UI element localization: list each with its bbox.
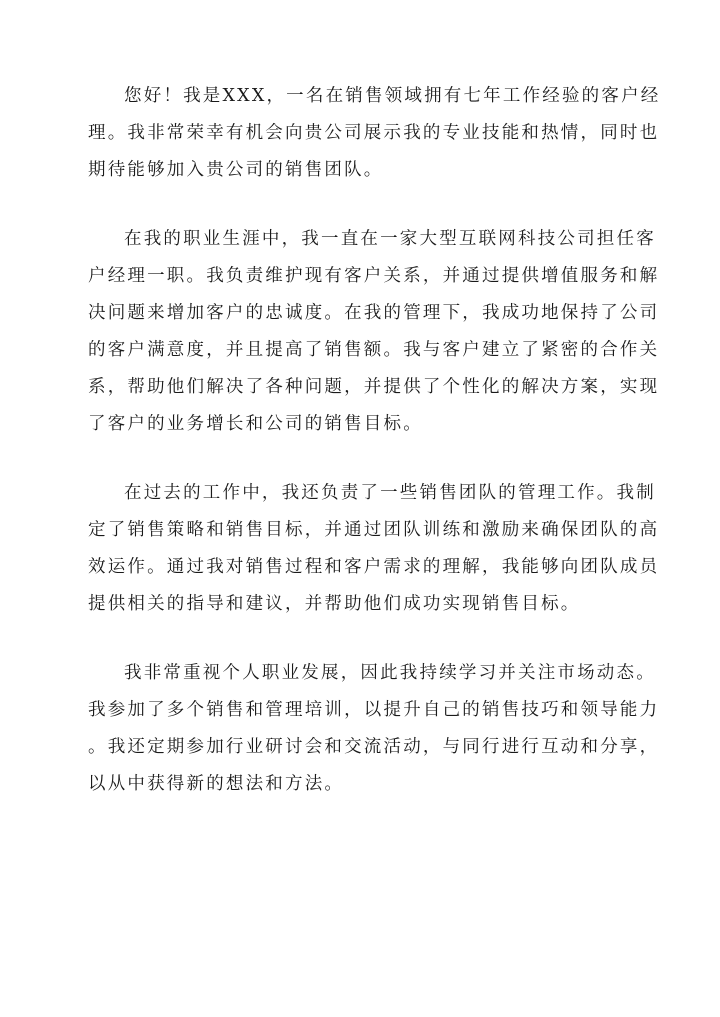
paragraph-line: 在我的职业生涯中，我一直在一家大型互联网科技公司担任客 (124, 229, 656, 249)
paragraph-career (88, 227, 660, 449)
paragraph-greeting (88, 84, 661, 195)
paragraph-line: 。我还定期参加行业研讨会和交流活动，与同行进行互动和分享， (88, 737, 660, 757)
paragraph-line: 效运作。通过我对销售过程和客户需求的理解，我能够向团队成员 (88, 557, 660, 577)
paragraph-line: 期待能够加入贵公司的销售团队。 (88, 160, 384, 180)
paragraph-line: 我参加了多个销售和管理培训，以提升自己的销售技巧和领导能力 (88, 700, 660, 720)
document-body (88, 84, 661, 841)
paragraph-line: 户经理一职。我负责维护现有客户关系，并通过提供增值服务和解 (88, 266, 660, 286)
paragraph-line: 决问题来增加客户的忠诚度。在我的管理下，我成功地保持了公司 (88, 303, 660, 323)
paragraph-line: 我非常重视个人职业发展，因此我持续学习并关注市场动态。 (124, 663, 656, 683)
paragraph-line: 提供相关的指导和建议，并帮助他们成功实现销售目标。 (88, 594, 581, 614)
paragraph-line: 的客户满意度，并且提高了销售额。我与客户建立了紧密的合作关 (88, 340, 660, 360)
paragraph-development (88, 661, 660, 809)
paragraph-line: 定了销售策略和销售目标，并通过团队训练和激励来确保团队的高 (88, 520, 660, 540)
paragraph-line: 以从中获得新的想法和方法。 (88, 774, 345, 794)
paragraph-line: 系，帮助他们解决了各种问题，并提供了个性化的解决方案，实现 (88, 377, 660, 397)
paragraph-line: 了客户的业务增长和公司的销售目标。 (88, 414, 423, 434)
paragraph-line: 理。我非常荣幸有机会向贵公司展示我的专业技能和热情，同时也 (88, 123, 660, 143)
paragraph-line: 在过去的工作中，我还负责了一些销售团队的管理工作。我制 (124, 483, 656, 503)
paragraph-line: 您好！我是XXX，一名在销售领域拥有七年工作经验的客户经 (124, 86, 661, 106)
paragraph-team-management (88, 481, 660, 629)
